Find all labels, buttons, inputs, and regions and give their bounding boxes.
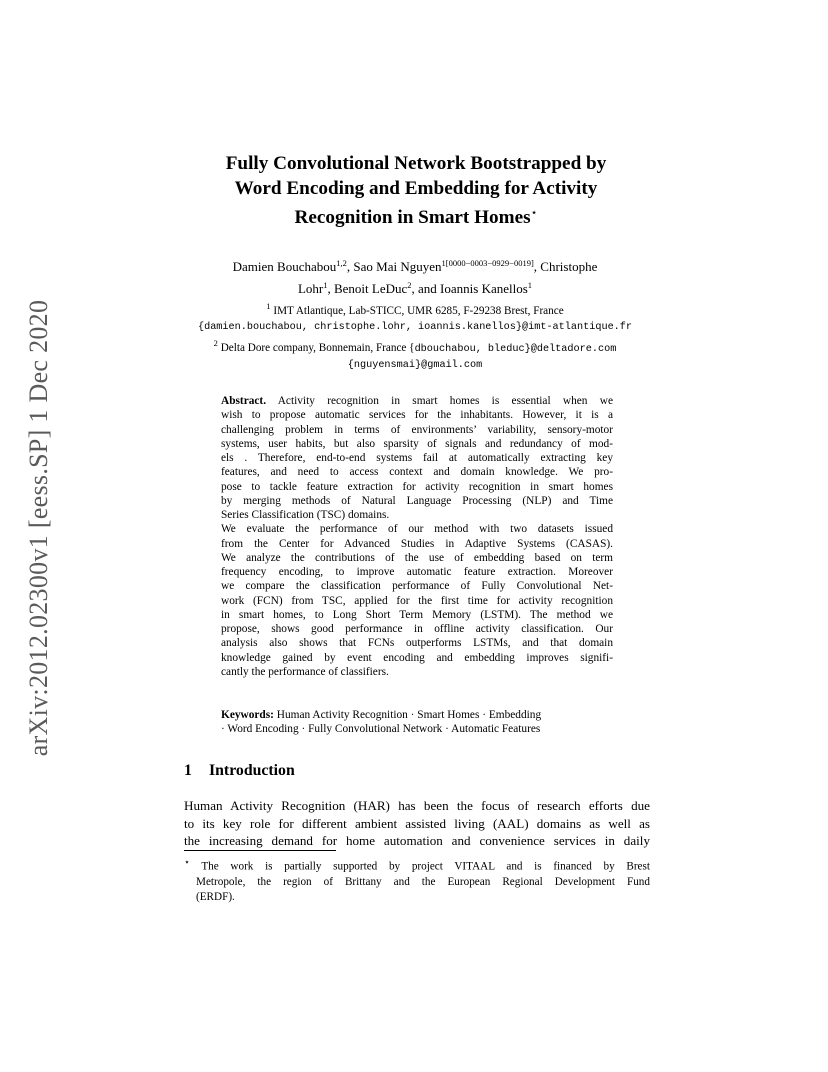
- abstract-line: frequency encoding, to improve automatic feature extraction. Moreover: [221, 566, 613, 578]
- affiliation-text: IMT Atlantique, Lab-STICC, UMR 6285, F-29238 Brest, France: [273, 305, 564, 317]
- abstract-line: Abstract. Activity recognition in smart homes is essential when we: [221, 395, 613, 407]
- affiliation-3-email: [160, 357, 670, 373]
- author-affiliation-ref: 1: [323, 280, 328, 290]
- body-line: Human Activity Recognition (HAR) has been the focus of research efforts due: [184, 798, 650, 813]
- abstract-line: work (FCN) from TSC, applied for the first time for activity recognition: [221, 594, 613, 607]
- intro-paragraph: [184, 797, 650, 850]
- title-line-3-text: Recognition in Smart Homes: [294, 207, 531, 228]
- footnote-line: ⋆ The work is partially supported by project VITAAL and is financed by Brest: [184, 858, 650, 873]
- abstract-line: wish to propose automatic services for the inhabitants. However, it is a: [221, 409, 613, 422]
- paper-title: [150, 152, 682, 231]
- abstract-line: We analyze the contributions of the use of embedding based on term: [221, 551, 613, 564]
- abstract-line: Series Classification (TSC) domains.: [221, 509, 390, 521]
- author-name: Lohr: [297, 281, 324, 296]
- footnote-line: (ERDF).: [196, 891, 235, 904]
- keywords-line: Keywords: Human Activity Recognition · Smart Homes · Embedding: [221, 709, 542, 721]
- title-line-1: Fully Convolutional Network Bootstrapped by: [225, 153, 607, 174]
- abstract-line: from the Center for Advanced Studies in Adaptive Systems (CASAS).: [221, 537, 613, 550]
- email-address: {nguyensmai}@gmail.com: [347, 359, 483, 371]
- title-line-3: [150, 201, 682, 231]
- affiliation-2: [160, 336, 670, 357]
- abstract-line: pose to tackle feature extraction for activity recognition in smart homes: [221, 480, 613, 493]
- author-line-2: [175, 276, 655, 298]
- affiliation-number: 1: [266, 301, 271, 311]
- email-domain: }@deltadore.com: [524, 343, 617, 355]
- affiliation-number: 2: [213, 337, 218, 348]
- arxiv-id-text: arXiv:2012.02300v1 [eess.SP] 1 Dec 2020: [24, 299, 53, 757]
- abstract-line: features, and need to access context and domain knowledge. We pro-: [221, 466, 613, 479]
- affiliation-1: [160, 299, 670, 319]
- author-list: [175, 254, 655, 298]
- author-name: , Sao Mai Nguyen: [346, 259, 442, 274]
- abstract: [221, 394, 613, 679]
- title-footnote-mark: ⋆: [530, 207, 538, 219]
- footnote-line: Metropole, the region of Brittany and the European Regional Development Fund: [196, 876, 650, 889]
- affiliation-text: Delta Dore company, Bonnemain, France {: [220, 341, 415, 354]
- abstract-line: cantly the performance of classifiers.: [221, 665, 389, 678]
- abstract-line: We evaluate the performance of our method with two datasets issued: [221, 523, 613, 536]
- author-name: , Christophe: [533, 259, 598, 274]
- section-title: Introduction: [209, 762, 295, 779]
- author-line-1: [175, 254, 655, 276]
- body-line: the increasing demand for home automation and convenience services in daily: [184, 833, 650, 848]
- title-line-2: Word Encoding and Embedding for Activity: [234, 177, 598, 199]
- abstract-line: systems, user habits, but also sparsity of signals and redundancy of mod-: [221, 437, 613, 450]
- abstract-line: knowledge gained by event encoding and embedding improves signifi-: [221, 651, 613, 664]
- author-affiliation-ref: 1: [527, 280, 533, 290]
- abstract-line: els . Therefore, end-to-end systems fail at automatically extracting key: [221, 452, 613, 464]
- abstract-line: analysis also shows that FCNs outperforms LSTMs, and that domain: [221, 637, 613, 650]
- body-line: to its key role for different ambient assisted living (AAL) domains as well as: [184, 815, 650, 831]
- author-name: , and Ioannis Kanellos: [411, 281, 528, 296]
- keywords: [221, 708, 613, 737]
- abstract-line: we compare the classification performance of Fully Convolutional Net-: [221, 580, 613, 593]
- arxiv-identifier: [14, 288, 64, 768]
- author-name: Damien Bouchabou: [232, 259, 337, 274]
- footnote: [184, 856, 650, 906]
- section-number: 1: [184, 762, 192, 779]
- footnote-divider: [184, 850, 336, 851]
- author-name: , Benoit LeDuc: [327, 281, 408, 296]
- author-orcid: 1[0000−0003−0929−0019]: [441, 258, 534, 268]
- email-address: {damien.bouchabou, christophe.lohr, ioannis.kanellos}@imt-atlantique.fr: [197, 322, 633, 334]
- abstract-line: by merging methods of Natural Language Processing (NLP) and Time: [221, 494, 613, 507]
- abstract-line: challenging problem in terms of environments’ variability, sensory-motor: [221, 423, 613, 436]
- affiliation-1-email: [160, 319, 670, 335]
- keywords-heading: Keywords:: [221, 709, 274, 721]
- affiliations: [160, 299, 670, 373]
- author-affiliation-ref: 1,2: [336, 258, 347, 268]
- section-heading: [184, 762, 295, 780]
- footnote-mark: ⋆: [184, 858, 190, 868]
- author-affiliation-ref: 2: [407, 280, 412, 290]
- email-address: dbouchabou, bleduc: [414, 343, 525, 355]
- abstract-heading: Abstract.: [221, 395, 267, 407]
- abstract-line: in smart homes, to Long Short Term Memory (LSTM). The method we: [221, 608, 613, 621]
- abstract-line: propose, shows good performance in offline activity classification. Our: [221, 623, 613, 635]
- keywords-line: · Word Encoding · Fully Convolutional Network · Automatic Features: [221, 723, 541, 736]
